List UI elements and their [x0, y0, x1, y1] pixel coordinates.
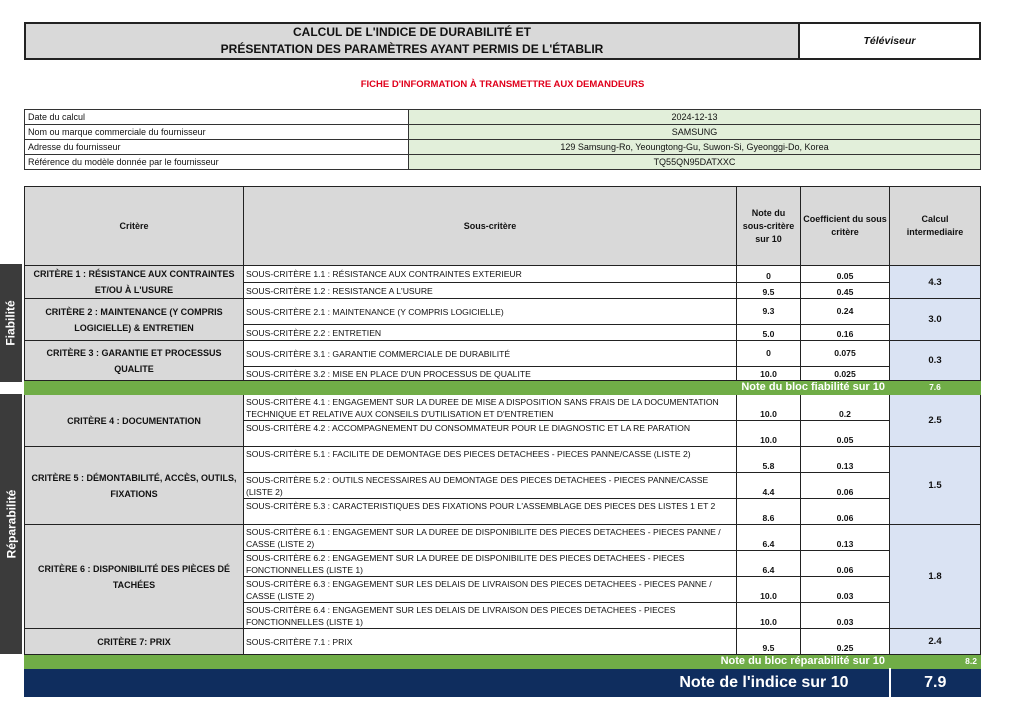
- criterion-calc: 0.3: [890, 341, 981, 381]
- title-line-1: CALCUL DE L'INDICE DE DURABILITÉ ET: [293, 25, 531, 39]
- info-label: Adresse du fournisseur: [25, 140, 409, 155]
- criterion-calc: 1.8: [890, 525, 981, 629]
- info-row-brand: [25, 125, 981, 140]
- header-coefficient: Coefficient du sous critère: [801, 187, 890, 266]
- criterion-calc: 4.3: [890, 266, 981, 299]
- criterion-name: CRITÈRE 2 : MAINTENANCE (Y COMPRIS LOGICIELLE) & ENTRETIEN: [25, 299, 244, 341]
- table-row: [25, 341, 981, 367]
- document-title: [24, 22, 800, 60]
- subcriterion-label: SOUS-CRITÈRE 4.1 : ENGAGEMENT SUR LA DUREE DE MISE A DISPOSITION SANS FRAIS DE LA DOCUMENTATION TECHNIQUE ET RELATIVE AUX CONSEILS D'UTILISATION ET D'ENTRETIEN: [244, 395, 737, 421]
- info-value: 2024-12-13: [409, 110, 981, 125]
- table-row: [25, 395, 981, 421]
- subcriterion-label: SOUS-CRITÈRE 2.1 : MAINTENANCE (Y COMPRIS LOGICIELLE): [244, 299, 737, 325]
- subcriterion-note: 4.4: [737, 473, 801, 499]
- criterion-calc: 2.4: [890, 629, 981, 655]
- info-label: Date du calcul: [25, 110, 409, 125]
- subcriterion-label: SOUS-CRITÈRE 1.2 : RESISTANCE A L'USURE: [244, 282, 737, 299]
- header-sous-critere: Sous-critère: [244, 187, 737, 266]
- subcriterion-coefficient: 0.075: [801, 341, 890, 367]
- info-label: Nom ou marque commerciale du fournisseur: [25, 125, 409, 140]
- subcriterion-coefficient: 0.2: [801, 395, 890, 421]
- subcriterion-label: SOUS-CRITÈRE 6.1 : ENGAGEMENT SUR LA DUREE DE DISPONIBILITE DES PIECES DETACHEES - PIECES PANNE / CASSE (LISTE 2): [244, 525, 737, 551]
- total-row: [25, 669, 981, 697]
- bloc-fiabilite-label: Note du bloc fiabilité sur 10: [25, 381, 890, 395]
- subcriterion-note: 0: [737, 266, 801, 283]
- subcriterion-coefficient: 0.13: [801, 447, 890, 473]
- subcriterion-coefficient: 0.13: [801, 525, 890, 551]
- document-header: [24, 22, 981, 60]
- info-value: SAMSUNG: [409, 125, 981, 140]
- criterion-name: CRITÈRE 7: PRIX: [25, 629, 244, 655]
- subcriterion-coefficient: 0.16: [801, 325, 890, 341]
- subcriterion-coefficient: 0.03: [801, 577, 890, 603]
- subcriterion-note: 9.5: [737, 282, 801, 299]
- subcriterion-note: 10.0: [737, 395, 801, 421]
- subcriterion-note: 10.0: [737, 367, 801, 381]
- subcriterion-coefficient: 0.45: [801, 282, 890, 299]
- subcriterion-note: 9.5: [737, 629, 801, 655]
- subcriterion-coefficient: 0.06: [801, 499, 890, 525]
- criterion-name: CRITÈRE 6 : DISPONIBILITÉ DES PIÈCES DÉ TACHÉES: [25, 525, 244, 629]
- subcriterion-label: SOUS-CRITÈRE 5.2 : OUTILS NECESSAIRES AU DEMONTAGE DES PIECES DETACHEES - PIECES PANNE/CASSE (LISTE 2): [244, 473, 737, 499]
- subcriterion-label: SOUS-CRITÈRE 6.2 : ENGAGEMENT SUR LA DUREE DE DISPONIBILITE DES PIECES DETACHEES - PIECES FONCTIONNELLES (LISTE 1): [244, 551, 737, 577]
- table-row: [25, 447, 981, 473]
- subcriterion-label: SOUS-CRITÈRE 1.1 : RÉSISTANCE AUX CONTRAINTES EXTERIEUR: [244, 266, 737, 283]
- subcriterion-coefficient: 0.24: [801, 299, 890, 325]
- score-table-header: [25, 187, 981, 266]
- table-row: [25, 629, 981, 655]
- subcriterion-label: SOUS-CRITÈRE 4.2 : ACCOMPAGNEMENT DU CONSOMMATEUR POUR LE DIAGNOSTIC ET LA RE PARATION: [244, 421, 737, 447]
- bloc-reparabilite-value: 8.2: [890, 655, 981, 669]
- info-value: 129 Samsung-Ro, Yeoungtong-Gu, Suwon-Si, Gyeonggi-Do, Korea: [409, 140, 981, 155]
- info-label: Référence du modèle donnée par le fournisseur: [25, 155, 409, 170]
- subcriterion-label: SOUS-CRITÈRE 3.1 : GARANTIE COMMERCIALE DE DURABILITÉ: [244, 341, 737, 367]
- subcriterion-label: SOUS-CRITÈRE 6.3 : ENGAGEMENT SUR LES DELAIS DE LIVRAISON DES PIECES DETACHEES - PIECES PANNE / CASSE (LISTE 2): [244, 577, 737, 603]
- bloc-reparabilite-label: Note du bloc réparabilité sur 10: [25, 655, 890, 669]
- subcriterion-note: 0: [737, 341, 801, 367]
- criterion-name: CRITÈRE 5 : DÉMONTABILITÉ, ACCÈS, OUTILS, FIXATIONS: [25, 447, 244, 525]
- subcriterion-note: 9.3: [737, 299, 801, 325]
- criterion-name: CRITÈRE 1 : RÉSISTANCE AUX CONTRAINTES ET/OU À L'USURE: [25, 266, 244, 299]
- bloc-fiabilite-row: [25, 381, 981, 395]
- subcriterion-coefficient: 0.06: [801, 551, 890, 577]
- total-value: 7.9: [890, 669, 981, 697]
- criterion-calc: 2.5: [890, 395, 981, 447]
- table-row: [25, 525, 981, 551]
- subcriterion-coefficient: 0.025: [801, 367, 890, 381]
- supplier-info-table: [24, 109, 981, 170]
- side-label-reparabilite: Réparabilité: [0, 394, 22, 654]
- fiche-subtitle: FICHE D'INFORMATION À TRANSMETTRE AUX DEMANDEURS: [360, 79, 645, 90]
- subcriterion-label: SOUS-CRITÈRE 7.1 : PRIX: [244, 629, 737, 655]
- subcriterion-note: 5.8: [737, 447, 801, 473]
- subcriterion-coefficient: 0.06: [801, 473, 890, 499]
- subcriterion-coefficient: 0.03: [801, 603, 890, 629]
- subcriterion-coefficient: 0.05: [801, 421, 890, 447]
- criterion-calc: 3.0: [890, 299, 981, 341]
- subcriterion-note: 6.4: [737, 551, 801, 577]
- subcriterion-note: 10.0: [737, 603, 801, 629]
- subcriterion-coefficient: 0.25: [801, 629, 890, 655]
- header-note: Note du sous-critère sur 10: [737, 187, 801, 266]
- subcriterion-coefficient: 0.05: [801, 266, 890, 283]
- subcriterion-note: 10.0: [737, 577, 801, 603]
- subcriterion-label: SOUS-CRITÈRE 5.3 : CARACTERISTIQUES DES FIXATIONS POUR L'ASSEMBLAGE DES PIECES DES LISTES 1 ET 2: [244, 499, 737, 525]
- info-row-address: [25, 140, 981, 155]
- score-table: [24, 186, 981, 697]
- header-critere: Critère: [25, 187, 244, 266]
- subcriterion-label: SOUS-CRITÈRE 5.1 : FACILITE DE DEMONTAGE DES PIECES DETACHEES - PIECES PANNE/CASSE (LISTE 2): [244, 447, 737, 473]
- title-line-2: PRÉSENTATION DES PARAMÈTRES AYANT PERMIS DE L'ÉTABLIR: [220, 42, 604, 56]
- info-value: TQ55QN95DATXXC: [409, 155, 981, 170]
- subcriterion-label: SOUS-CRITÈRE 3.2 : MISE EN PLACE D'UN PROCESSUS DE QUALITE: [244, 367, 737, 381]
- criterion-name: CRITÈRE 3 : GARANTIE ET PROCESSUS QUALITE: [25, 341, 244, 381]
- table-row: [25, 299, 981, 325]
- subcriterion-note: 10.0: [737, 421, 801, 447]
- subcriterion-note: 5.0: [737, 325, 801, 341]
- header-calcul: Calcul intermediaire: [890, 187, 981, 266]
- side-label-fiabilite: Fiabilité: [0, 264, 22, 382]
- table-row: [25, 266, 981, 283]
- total-label: Note de l'indice sur 10: [25, 669, 890, 697]
- product-category: Téléviseur: [800, 22, 981, 60]
- bloc-fiabilite-value: 7.6: [890, 381, 981, 395]
- subcriterion-note: 8.6: [737, 499, 801, 525]
- subcriterion-note: 6.4: [737, 525, 801, 551]
- bloc-reparabilite-row: [25, 655, 981, 669]
- criterion-calc: 1.5: [890, 447, 981, 525]
- info-row-date: [25, 110, 981, 125]
- subcriterion-label: SOUS-CRITÈRE 6.4 : ENGAGEMENT SUR LES DELAIS DE LIVRAISON DES PIECES DETACHEES - PIECES FONCTIONNELLES (LISTE 1): [244, 603, 737, 629]
- criterion-name: CRITÈRE 4 : DOCUMENTATION: [25, 395, 244, 447]
- subcriterion-label: SOUS-CRITÈRE 2.2 : ENTRETIEN: [244, 325, 737, 341]
- info-row-model: [25, 155, 981, 170]
